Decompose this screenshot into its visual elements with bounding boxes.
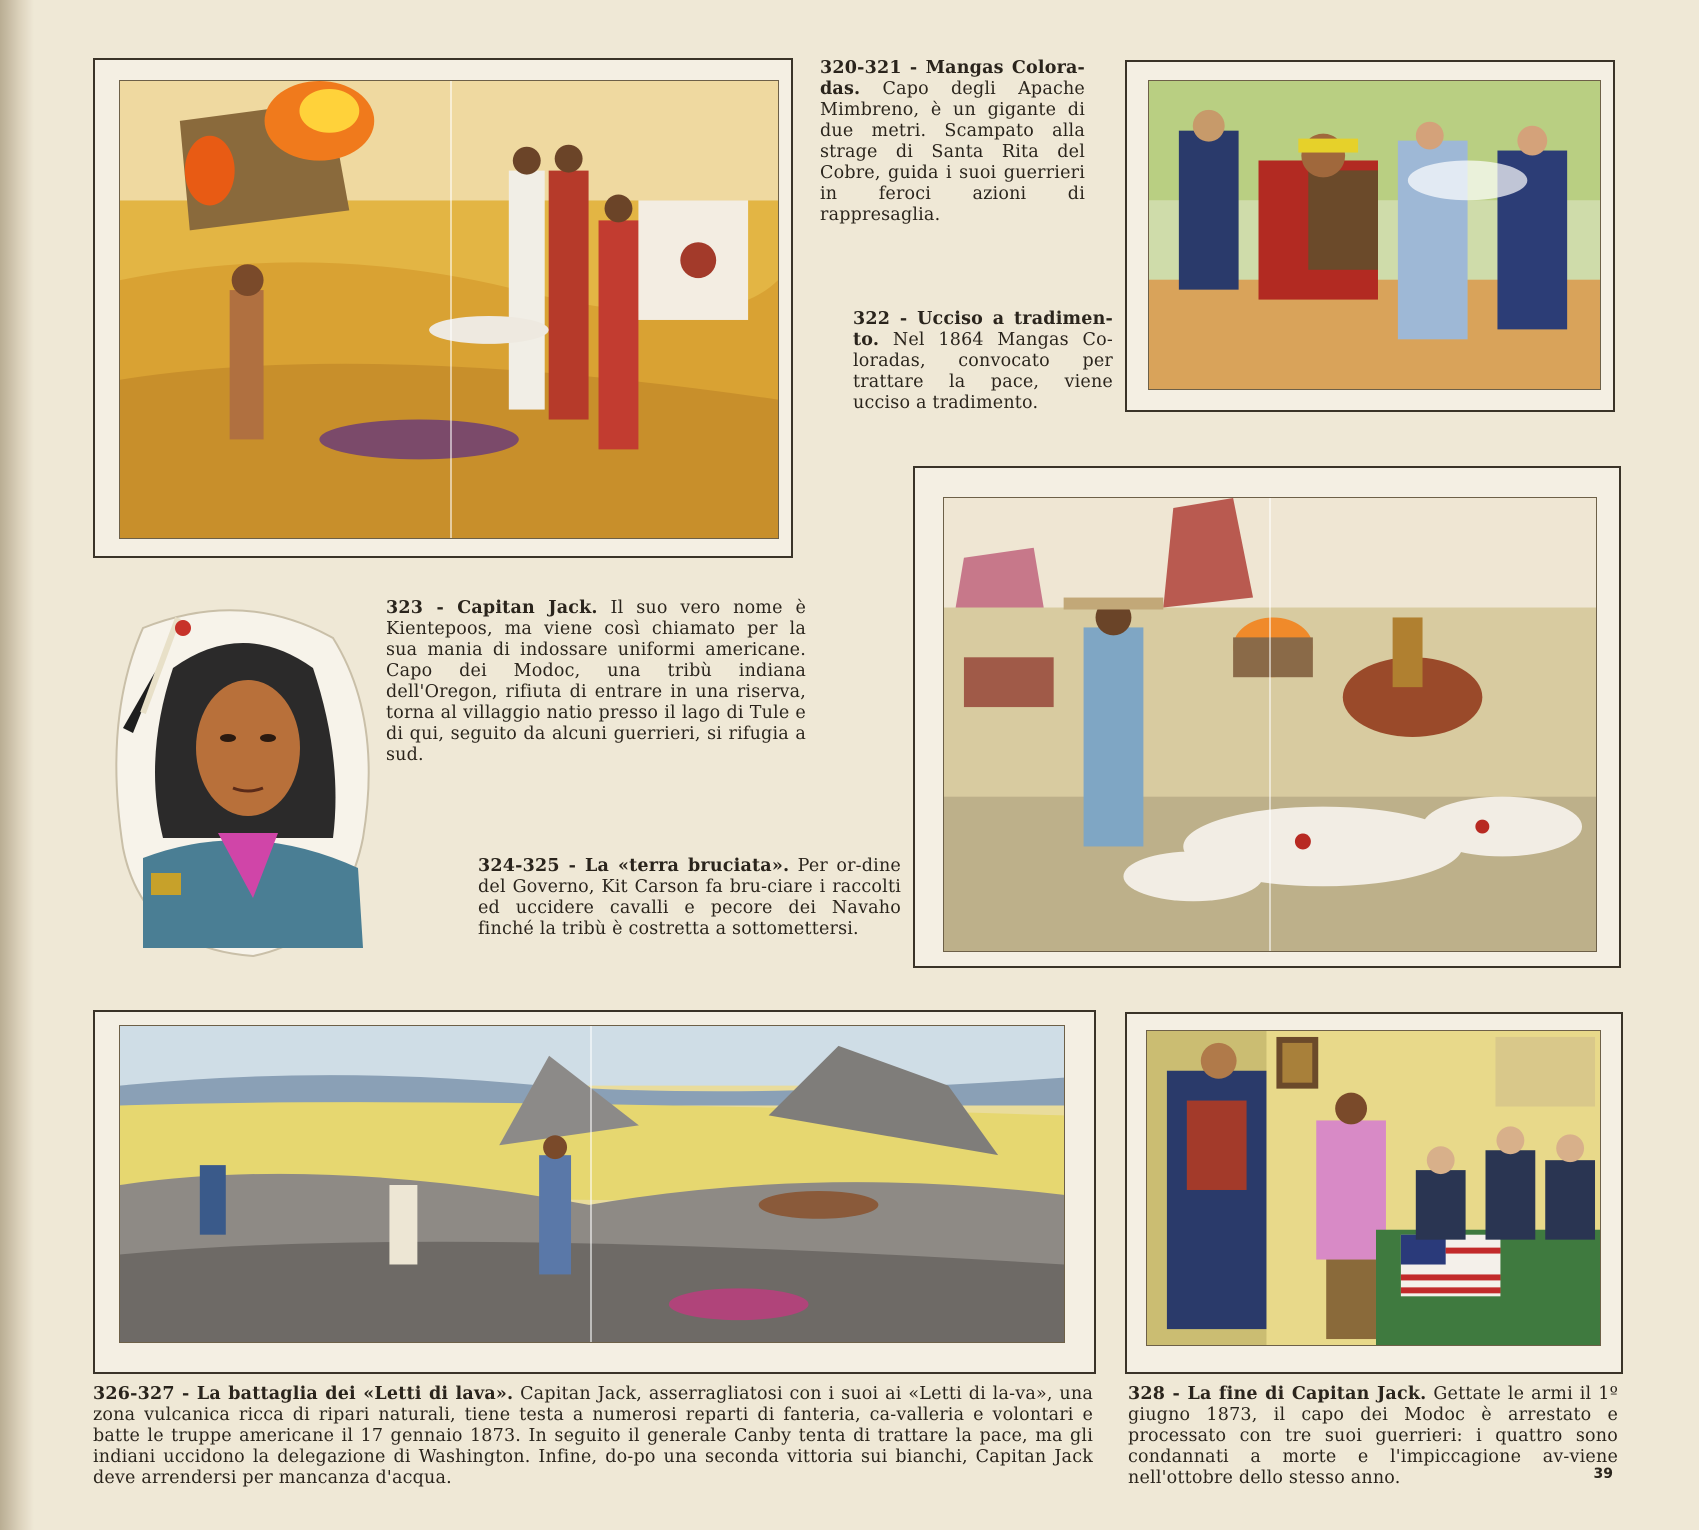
caption-body: Gettate le armi il 1º giugno 1873, il capo dei Modoc è arrestato e processato con tre suoi guerrieri: i quattro sono condannati a morte e l'impiccagione av-viene nell'ottobre dello stesso anno. (1128, 1384, 1619, 1488)
illustration-328 (1146, 1030, 1601, 1346)
caption-body: Capitan Jack, asserragliatosi con i suoi ai «Letti di la-va», una zona vulcanica ricca di ripari naturali, tiene testa a numerosi reparti di fanteria, ca-valleria e volontari e batte le truppe americane il 17 gennaio 1873. In seguito il generale Canby tenta di trattare la pace, ma gli indiani uccidono la delegazione di Washington. Infine, do-po una seconda vittoria sui bianchi, Capitan Jack deve arrendersi per mancanza d'acqua. (93, 1384, 1093, 1488)
illustration-324-325 (943, 497, 1597, 952)
page-number: 39 (1593, 1466, 1613, 1482)
caption-title: Capitan Jack. (457, 598, 598, 618)
caption-title: La «terra bruciata». (585, 856, 790, 876)
caption-body: Per or-dine del Governo, Kit Carson fa bru-ciare i raccolti ed uccidere cavalli e pecore dei Navaho finché la tribù è costretta a sottomettersi. (478, 856, 901, 939)
portrait-323-capitan-jack (103, 598, 383, 958)
caption-324-325 (478, 856, 901, 940)
illustration-326-327 (119, 1025, 1065, 1343)
illustration-322 (1148, 80, 1601, 390)
caption-title: La battaglia dei «Letti di lava». (196, 1384, 514, 1404)
caption-body: Capo degli Apache Mimbreno, è un gigante di due metri. Scampato alla strage di Santa Rita del Cobre, guida i suoi guerrieri in feroci azioni di rappresaglia. (820, 79, 1085, 225)
caption-title: Mangas Colora-das. (820, 58, 1085, 99)
caption-320-321 (820, 58, 1085, 226)
caption-number: 324-325 - (478, 856, 585, 876)
caption-322 (853, 309, 1113, 414)
caption-number: 320-321 - (820, 58, 926, 78)
caption-number: 323 - (386, 598, 458, 618)
illustration-320-321 (119, 80, 779, 539)
caption-323 (386, 598, 806, 766)
caption-number: 328 - (1128, 1384, 1188, 1404)
caption-number: 322 - (853, 309, 918, 329)
caption-body: Il suo vero nome è Kientepoos, ma viene così chiamato per la sua mania di indossare uniformi americane. Capo dei Modoc, una tribù indiana dell'Oregon, rifiuta di entrare in una riserva, torna al villaggio natio presso il lago di Tule e di qui, seguito da alcuni guerrieri, si rifugia a sud. (386, 598, 807, 765)
caption-326-327 (93, 1384, 1093, 1489)
caption-body: Nel 1864 Mangas Co-loradas, convocato per trattare la pace, viene ucciso a tradimento. (853, 330, 1113, 413)
caption-number: 326-327 - (93, 1384, 197, 1404)
caption-title: Ucciso a tradimen-to. (853, 309, 1113, 350)
book-gutter (0, 0, 34, 1530)
caption-title: La fine di Capitan Jack. (1187, 1384, 1427, 1404)
caption-328 (1128, 1384, 1618, 1489)
